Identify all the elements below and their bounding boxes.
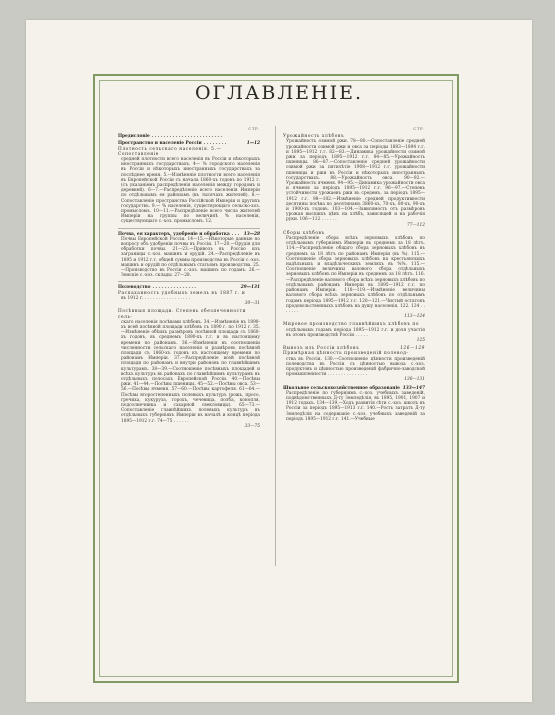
toc-entry-label: Примѣрная цѣнность произведеній полевод- (283, 351, 409, 357)
toc-entry-description: Распредѣленіе по губерніямъ с.-хоз. учебныхъ заведеній, подвѣдомственныхъ Д-ту Земледѣлія, въ 1895, 1901, 1907 и 1912 годахъ. 134—139.—Ходъ развитія сѣти с.-хоз. школъ въ Россіи за періодъ 1895—1913 г.г. 140.—Рость затратъ Д-ту Земледѣлія на содержаніе с.-хоз. учебныхъ заведеній за періодъ 1895—1912 г.г. 141.—Учебные (286, 390, 425, 422)
toc-page-range: 113—124 (404, 314, 425, 320)
column-header-pages: СТР. (413, 126, 425, 131)
toc-entry-label: Пространство и населеніе Россіи (118, 141, 202, 147)
toc-page-range-row (283, 223, 425, 228)
toc-subsection-title (118, 147, 260, 157)
toc-page-range-row (118, 301, 260, 306)
toc-entry-description: Урожайность озимой ржи. 78—80.—Сопоставленіе средней урожайности озимой ржи и овса за періоды 1883—1894 г.г. и 1895—1912 г.г. 82—83.—Динамика урожайности озимой ржи за періодъ 1895—1912 г.г. 84—85.—Урожайность пшеницы. 86—87.—Сопоставленіе средней урожайности озимой ржи за пятилѣтіе 1908—1912 г.г. урожайности пшеницы и ржи въ Россіи и нѣкоторыхъ иностранныхъ государствахъ. 88.—Урожайность овса. 90—92.—Урожайность ячменя. 94—95.—Динамика урожайности овса и ячменя за періодъ 1895—1912 г.г. 96—97.—Степень устойчивости урожаевъ ржи въ средемъ, за періодъ 1895—1912 г.г. 98—102.—Измѣненіе средней продуктивности десятины посѣва по десятинамъ 3860-хъ, 70-хъ, 80-хъ, 90-хъ и 1900-хъ годовъ. 103—104.—Зависимость отъ размѣровъ урожая высшихъ цѣнъ на хлѣбъ, зависящей и на рабочія руки. 106—112 . . . . . . (286, 139, 425, 223)
book-page (26, 20, 532, 702)
toc-section-title (118, 281, 260, 290)
toc-entry-label: Посѣвныя площади. Степень обезпеченности сель- (118, 309, 247, 320)
toc-column-left (118, 126, 260, 432)
toc-entry-label: Распаханность удобныхъ земель въ 1887 г. и (118, 290, 246, 296)
toc-entry-label: Школьное сельскохозяйственное образованіе (283, 385, 400, 391)
toc-leader-dots: . . . (231, 231, 240, 237)
toc-entry-label: Урожайность хлѣбовъ (283, 134, 345, 140)
toc-page-range: 33—75 (244, 423, 260, 429)
toc-page-range-row (283, 338, 425, 343)
toc-page-range: 77—112 (407, 222, 425, 228)
column-header-pages: СТР. (248, 126, 260, 131)
toc-entry-label: Сборы хлѣбовъ (283, 230, 325, 236)
toc-entry-label: Вывозъ изъ Россіи хлѣбовъ (283, 346, 360, 352)
toc-column-right (283, 126, 425, 422)
toc-page-range: 29—131 (240, 285, 260, 291)
toc-entry-label: Предисловіе (118, 134, 150, 140)
toc-page-range: 13—28 (243, 231, 260, 237)
toc-entry-label: Плотность сельскаго населенія. 5.—Сопоставленіе (118, 146, 222, 157)
toc-section-title (283, 386, 425, 391)
toc-leader-dots: . . . . . . . . (203, 141, 227, 147)
toc-page-range: 126—129 (400, 346, 425, 352)
toc-entry-label: Полеводство (118, 285, 151, 291)
toc-entry-description: скаго населенія посѣвами хлѣбовъ. 34.—Измѣненіе въ 1890-хъ всей посѣвной площади хлѣбовъ съ 1890 г. по 1912 г. 35.—Измѣненіе обѣихъ размѣровъ посѣвной площади съ 1860-хъ годовъ, въ среднемъ 1890-хъ г.г. и въ настоящему времени по районамъ. 36.—Измѣненія въ соотношеніи численности сельскаго населенія и размѣровъ посѣвной площади съ 1860-хъ годовъ къ настоящему времени по районамъ Имперіи. 37.—Распредѣленіе всей посѣвной площади по районамъ и внутри районовъ по главнѣйшимъ культурамъ. 38—39.—Соотношеніе посѣвныхъ площадей и всѣхъ культуръ въ районахъ по главнѣйшимъ культурамъ въ отдѣльныхъ полосахъ Европейской Россіи. 40.—Посѣвы ржи. 41—44.—Посѣвы пшеницы. 45—52.—Посѣвы овса. 53—56.—Посѣвы ячменя. 57—60.—Посѣвы картофеля. 61—64.—Посѣвы второстепенныхъ полевыхъ культуръ (рожь, просо, гречиха, кукуруза, горохъ, чечевица, полба, конопля, подсолнечника и сахарной свекловицы). 65—73.—Сопоставленіе главнѣйшихъ полевыхъ культуръ въ отдѣльныхъ губерніяхъ Имперіи въ началѣ и концѣ періода 1895—1912 г.г. 74—75 . . . . . . (121, 319, 260, 424)
toc-entry-description: отдѣльнымъ годамъ періода 1895—1912 г.г. и доля участія въ этомъ производствѣ Россіи . . . . . (286, 327, 425, 338)
toc-page-range-row (283, 377, 425, 382)
toc-page-range: 133—147 (402, 385, 425, 391)
page-title: ОГЛАВЛЕНІЕ. (194, 82, 364, 104)
toc-section-title (118, 134, 260, 139)
toc-subsection-title (283, 351, 425, 356)
toc-page-range: 125 (416, 337, 425, 343)
toc-entry-description: въ 1912 г. . . . . . . . . . . . . . . . . . (121, 295, 190, 301)
toc-page-range: 30—31 (244, 301, 260, 307)
toc-entry-label: Почва, ея характеръ, удобреніе и обработка (118, 231, 230, 237)
toc-entry-description: Почвы Европейской Россіи. 14—15.—Нѣкоторые данные по вопросу объ удобреніи почвы въ Россіи. 17—20.—Орудія для обработки почвы. 21—23.—Привозъ въ Россію изъ заграницы с.-хоз. машинъ и орудій. 24.—Распредѣленіе въ 1895 и 1912 г.г. общей суммы производства въ Россіи с.-хоз. машинъ и орудій по отдѣльнымъ статьямъ производства. 25.—Производство въ Россіи с.-хоз. машинъ по годамъ. 26.—Земскіе с.-хоз. склады. 27—28. (121, 236, 260, 279)
toc-section-title (118, 228, 260, 237)
toc-page-range-row (283, 314, 425, 319)
toc-subsection-title (118, 309, 260, 319)
toc-leader-dots: . . . . . . . . . . . . . . . . . . . . . . . . (151, 134, 223, 140)
toc-entry-description: Распредѣленіе сбора всѣхъ зерновыхъ хлѣбовъ по отдѣльнымъ губерніямъ Имперіи въ среднемъ за 18 лѣтъ. 114.—Распредѣленіе общаго сбора зерновыхъ хлѣбовъ въ среднемъ за 18 лѣтъ по районамъ Имперіи (въ %). 115.—Соотношеніе сбора зерновыхъ хлѣбовъ на крестьянскихъ надѣльныхъ и владѣльческихъ земляхъ въ %%. 115.—Соотношеніе величины валового сбора отдѣльныхъ зерновыхъ хлѣбовъ по Имперіи въ среднемъ за 18 лѣтъ. 116.—Распредѣленіе валового сбора всѣхъ зерновыхъ хлѣбовъ по отдѣльнымъ районамъ Имперіи въ 1895—1912 г.г. по районамъ Имперіи. 118—119.—Измѣненіе величины валового сбора всѣхъ зерновыхъ хлѣбовъ по отдѣльнымъ годамъ періода 1895—1912 г.г. 120—121.—Чистый остатокъ продовольственныхъ хлѣбовъ на душу населенія. 122. 124 . . . . . . . (286, 236, 426, 314)
toc-page-range: 130—131 (404, 377, 425, 383)
toc-leader-dots: . . . . . . . . . . . . . . . (152, 285, 196, 291)
toc-entry-description: ства въ Россіи. 130.—Соотношеніе цѣнности произведеній полеводства въ Россіи съ цѣнностью вывоза с.-хоз. продуктовъ и цѣнностью произведеній фабрично-заводской промышленности . . . . . . . . . . . . . . . (286, 356, 425, 378)
toc-subsection-title (283, 322, 425, 327)
toc-entry-description: средней плотности всего населенія въ Россіи и нѣкоторыхъ иностранныхъ государствахъ. 4— % городского населенія въ Россіи и нѣкоторыхъ иностранныхъ государствахъ за послѣднее время. 5.—Измѣненіе плотности всего населенія въ Европейской Россіи съ начала 1860-хъ годовъ по 1912 г. (съ указаніемъ распредѣленія населенія между городомъ и деревней). 6—7.—Распредѣленіе всего населенія Имперіи по отдѣльнымъ ея районамъ (въ тысячахъ жителей). 8.—Сопоставленіе пространства Россійской Имперіи и другихъ государствъ. 9.— % населенія, существующаго сельско-хоз. промысломъ. 10—11.—Распредѣленіе всего числа жителей Имперіи на группы по величинѣ % населенія, существующаго с.-хоз. промысломъ. 12. (121, 157, 260, 225)
toc-page-range-row (118, 424, 260, 429)
toc-page-range: 1—12 (246, 141, 260, 147)
toc-entry-label: Мировое производство главнѣйшихъ хлѣбовъ по (283, 322, 420, 328)
column-divider (275, 126, 276, 566)
